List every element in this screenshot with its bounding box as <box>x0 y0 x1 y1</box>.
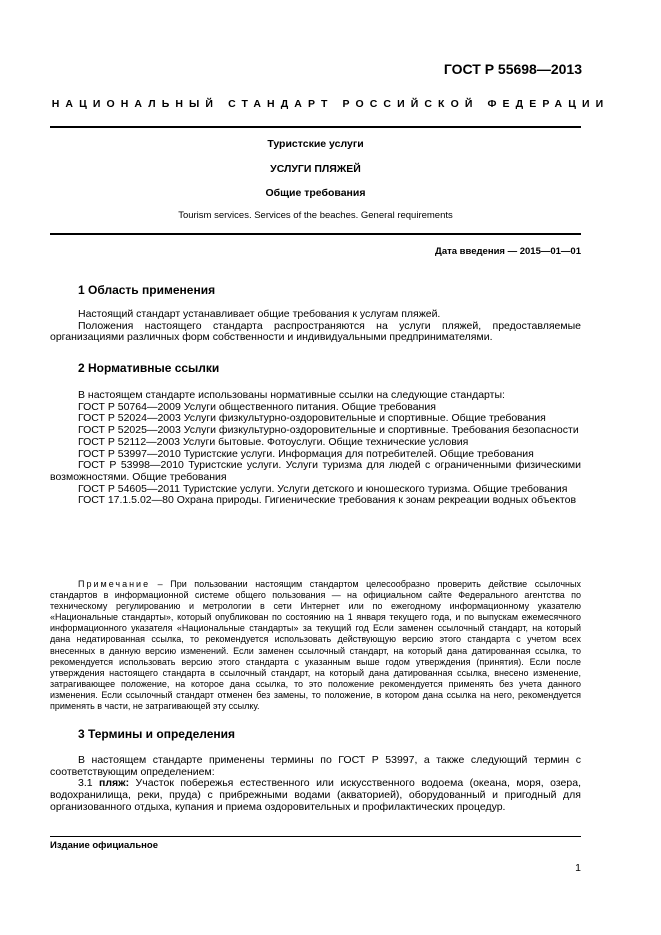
reference-item: ГОСТ Р 54605—2011 Туристские услуги. Услуги детского и юношеского туризма. Общие требования <box>78 482 568 495</box>
reference-item: ГОСТ Р 52024—2003 Услуги физкультурно-оздоровительные и спортивные. Общие требования <box>78 412 546 425</box>
reference-item: ГОСТ Р 52112—2003 Услуги бытовые. Фотоуслуги. Общие технические условия <box>78 435 469 448</box>
subtitle: Общие требования <box>265 187 366 199</box>
section2-body <box>50 390 581 507</box>
main-title: УСЛУГИ ПЛЯЖЕЙ <box>270 163 361 175</box>
section1-paragraph: Положения настоящего стандарта распространяются на услуги пляжей, предоставляемые организациями различных форм собственности и индивидуальными предпринимателями. <box>50 319 581 344</box>
reference-item: ГОСТ 17.1.5.02—80 Охрана природы. Гигиенические требования к зонам рекреации водных объектов <box>78 494 577 507</box>
reference-item: ГОСТ Р 52025—2003 Услуги физкультурно-оздоровительные и спортивные. Требования безопасности <box>78 424 579 437</box>
term-name: пляж: <box>99 777 130 790</box>
section1-body <box>50 309 581 344</box>
section1-heading: 1 Область применения <box>78 283 216 297</box>
intro-date: Дата введения — 2015—01—01 <box>435 246 581 257</box>
term-number: 3.1 <box>78 777 100 790</box>
term-definition <box>50 778 581 813</box>
section3-heading: 3 Термины и определения <box>78 727 236 741</box>
gost-number: ГОСТ Р 55698—2013 <box>443 61 582 77</box>
title-divider <box>50 233 581 235</box>
top-divider <box>50 126 581 128</box>
category-title: Туристские услуги <box>267 138 364 150</box>
english-title: Tourism services. Services of the beaches. General requirements <box>178 210 453 221</box>
reference-item: ГОСТ Р 50764—2009 Услуги общественного питания. Общие требования <box>78 400 436 413</box>
note-text: – При пользовании настоящим стандартом целесообразно проверить действие ссылочных стандартов в информационной системе общего пользования — на официальном сайте Федерального агентства по техническому регулированию и метрологии в сети Интернет или по ежегодному информационному указателю «Национальные стандарты», который опубликован по состоянию на 1 января текущего года, и по выпускам ежемесячного информационного указателя «Национальные стандарты» за текущий год Если заменен ссылочный стандарт, на который дана недатированная ссылка, то рекомендуется использовать действующую версию этого стандарта с учетом всех внесенных в данную версию изменений. Если заменен ссылочный стандарт, на который дана датированная ссылка, то рекомендуется использовать версию этого стандарта с указанным выше годом утверждения (принятия). Если после утверждения настоящего стандарта в ссылочный стандарт, на который дана датированная ссылка, внесено изменение, затрагивающее положение, на которое дана ссылка, то это положение рекомендуется применять без учета данного изменения. Если ссылочный стандарт отменен без замены, то положение, в котором дана ссылка на него, рекомендуется применять в части, не затрагивающей эту ссылку. <box>50 579 581 712</box>
footer-divider <box>50 836 581 837</box>
section1-paragraph: Настоящий стандарт устанавливает общие требования к услугам пляжей. <box>78 308 441 320</box>
note-block <box>50 579 581 712</box>
term-text: Участок побережья естественного или искусственного водоема (океана, моря, озера, водохранилища, реки, пруда) с прибрежными водами (акваторией), оборудованный и пригодный для организованного отдыха, купания и приема оздоровительных и профилактических процедур. <box>50 777 581 813</box>
reference-item: ГОСТ Р 53997—2010 Туристские услуги. Информация для потребителей. Общие требования <box>78 447 534 460</box>
national-standard-heading: НАЦИОНАЛЬНЫЙ СТАНДАРТ РОССИЙСКОЙ ФЕДЕРАЦИИ <box>51 98 610 110</box>
section2-heading: 2 Нормативные ссылки <box>78 361 220 375</box>
reference-item: ГОСТ Р 53998—2010 Туристские услуги. Услуги туризма для людей с ограниченными физическими возможностями. Общие требования <box>50 459 581 483</box>
edition-label: Издание официальное <box>50 840 158 851</box>
section3-intro: В настоящем стандарте применены термины по ГОСТ Р 53997, а также следующий термин с соответствующим определением: <box>50 754 581 778</box>
note-label: Примечание <box>78 579 151 589</box>
section3-body <box>50 755 581 814</box>
page-number: 1 <box>575 862 581 874</box>
section2-intro: В настоящем стандарте использованы нормативные ссылки на следующие стандарты: <box>78 389 505 401</box>
